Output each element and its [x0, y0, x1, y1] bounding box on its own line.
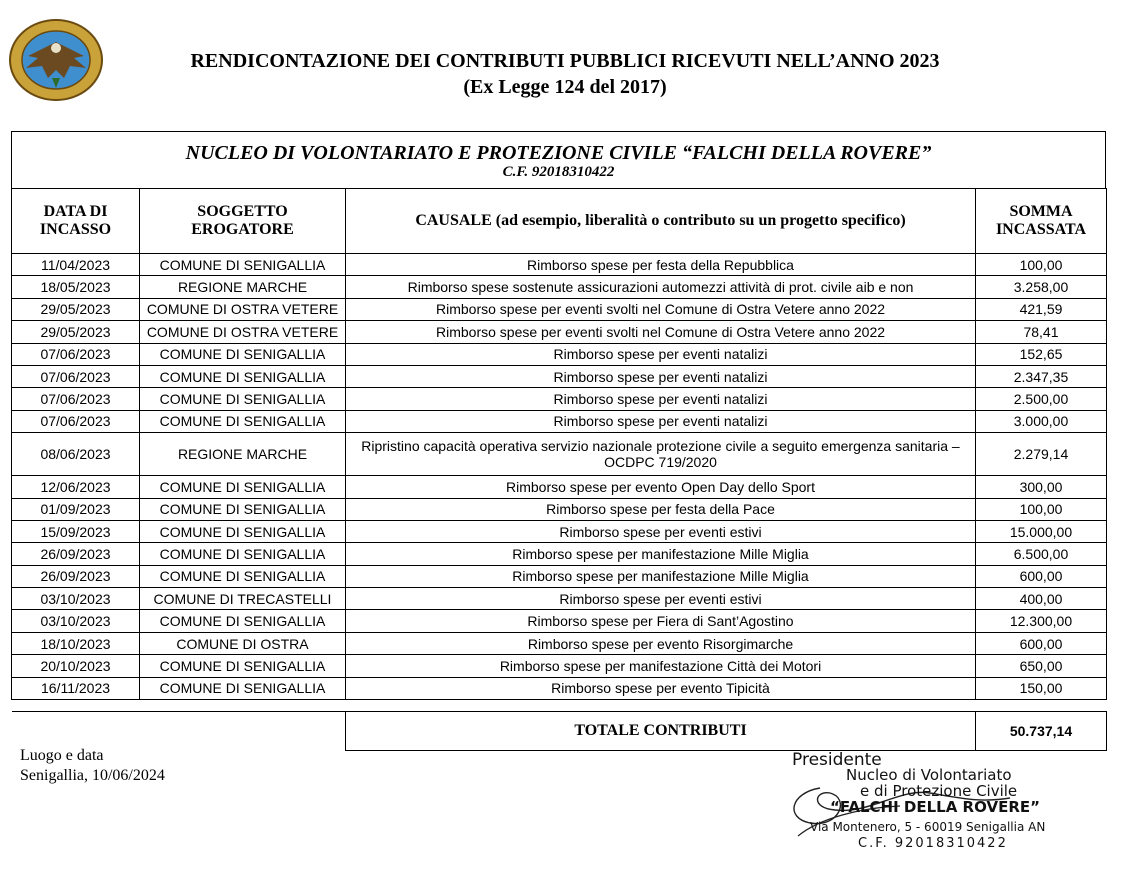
table-row	[12, 365, 1107, 387]
cell-reason: Rimborso spese per evento Risorgimarche	[346, 632, 976, 654]
cell-giver: COMUNE DI SENIGALLIA	[140, 343, 346, 365]
cell-amount: 2.347,35	[976, 365, 1107, 387]
cell-reason: Rimborso spese per eventi svolti nel Comune di Ostra Vetere anno 2022	[346, 298, 976, 320]
cell-date: 03/10/2023	[12, 610, 140, 632]
total-row	[12, 712, 1107, 751]
cell-amount: 150,00	[976, 677, 1107, 699]
cell-date: 08/06/2023	[12, 433, 140, 476]
cell-giver: COMUNE DI SENIGALLIA	[140, 410, 346, 432]
cell-reason: Rimborso spese per festa della Pace	[346, 498, 976, 520]
cell-reason: Rimborso spese per manifestazione Città dei Motori	[346, 655, 976, 677]
cell-giver: COMUNE DI OSTRA	[140, 632, 346, 654]
cell-date: 29/05/2023	[12, 298, 140, 320]
cell-date: 15/09/2023	[12, 520, 140, 542]
cell-giver: COMUNE DI OSTRA VETERE	[140, 298, 346, 320]
cell-date: 07/06/2023	[12, 365, 140, 387]
cell-giver: COMUNE DI SENIGALLIA	[140, 543, 346, 565]
signature-stamp	[780, 748, 1080, 858]
cell-date: 07/06/2023	[12, 343, 140, 365]
contributions-sheet	[11, 131, 1106, 751]
cell-date: 26/09/2023	[12, 543, 140, 565]
place-label: Luogo e data	[20, 747, 104, 764]
cell-amount: 78,41	[976, 321, 1107, 343]
cell-reason: Rimborso spese per eventi natalizi	[346, 365, 976, 387]
cell-giver: COMUNE DI SENIGALLIA	[140, 476, 346, 498]
cell-amount: 12.300,00	[976, 610, 1107, 632]
organization-name: NUCLEO DI VOLONTARIATO E PROTEZIONE CIVILE “FALCHI DELLA ROVERE”	[185, 142, 932, 164]
cell-date: 29/05/2023	[12, 321, 140, 343]
place-date	[20, 746, 165, 786]
document-title	[110, 48, 1020, 100]
table-header-row	[12, 189, 1107, 254]
header-reason: CAUSALE (ad esempio, liberalità o contributo su un progetto specifico)	[346, 189, 976, 254]
cell-date: 18/05/2023	[12, 276, 140, 298]
total-value: 50.737,14	[976, 712, 1107, 751]
cell-date: 07/06/2023	[12, 410, 140, 432]
cell-giver: COMUNE DI TRECASTELLI	[140, 588, 346, 610]
stamp-line-2: e di Protezione Civile	[860, 782, 1018, 800]
cell-reason: Rimborso spese per eventi estivi	[346, 588, 976, 610]
cell-date: 16/11/2023	[12, 677, 140, 699]
table-row	[12, 610, 1107, 632]
table-row	[12, 321, 1107, 343]
cell-giver: COMUNE DI SENIGALLIA	[140, 520, 346, 542]
cell-giver: COMUNE DI SENIGALLIA	[140, 388, 346, 410]
cell-amount: 100,00	[976, 254, 1107, 276]
cell-giver: COMUNE DI SENIGALLIA	[140, 655, 346, 677]
table-row	[12, 388, 1107, 410]
table-row	[12, 565, 1107, 587]
stamp-line-3: “FALCHI DELLA ROVERE”	[830, 798, 1040, 816]
cell-reason: Rimborso spese per festa della Repubblica	[346, 254, 976, 276]
cell-giver: COMUNE DI SENIGALLIA	[140, 365, 346, 387]
cell-amount: 600,00	[976, 632, 1107, 654]
cell-amount: 100,00	[976, 498, 1107, 520]
cell-giver: COMUNE DI OSTRA VETERE	[140, 321, 346, 343]
cell-date: 20/10/2023	[12, 655, 140, 677]
cell-reason: Rimborso spese per eventi natalizi	[346, 343, 976, 365]
table-row	[12, 254, 1107, 276]
stamp-line-1: Nucleo di Volontariato	[846, 766, 1012, 784]
header-amount: SOMMA INCASSATA	[976, 189, 1107, 254]
cell-date: 11/04/2023	[12, 254, 140, 276]
cell-reason: Rimborso spese per eventi natalizi	[346, 410, 976, 432]
spacer-row	[12, 700, 1107, 712]
cell-amount: 650,00	[976, 655, 1107, 677]
cell-reason: Rimborso spese per manifestazione Mille Miglia	[346, 543, 976, 565]
organization-box	[11, 131, 1106, 188]
cell-reason: Rimborso spese per eventi natalizi	[346, 388, 976, 410]
cell-date: 18/10/2023	[12, 632, 140, 654]
cell-reason: Rimborso spese per eventi estivi	[346, 520, 976, 542]
cell-reason: Ripristino capacità operativa servizio nazionale protezione civile a seguito emergenza sanitaria – OCDPC 719/2020	[346, 433, 976, 476]
cell-date: 12/06/2023	[12, 476, 140, 498]
cell-amount: 2.500,00	[976, 388, 1107, 410]
cell-amount: 2.279,14	[976, 433, 1107, 476]
cell-giver: COMUNE DI SENIGALLIA	[140, 610, 346, 632]
cell-amount: 3.000,00	[976, 410, 1107, 432]
cell-amount: 300,00	[976, 476, 1107, 498]
cell-amount: 421,59	[976, 298, 1107, 320]
table-row	[12, 655, 1107, 677]
organization-cf: C.F. 92018310422	[502, 164, 615, 180]
table-row	[12, 677, 1107, 699]
cell-giver: REGIONE MARCHE	[140, 433, 346, 476]
cell-date: 03/10/2023	[12, 588, 140, 610]
stamp-line-5: C.F. 92018310422	[858, 836, 1008, 851]
place-value: Senigallia, 10/06/2024	[20, 767, 165, 784]
header-giver: SOGGETTO EROGATORE	[140, 189, 346, 254]
table-row	[12, 410, 1107, 432]
cell-reason: Rimborso spese sostenute assicurazioni automezzi attività di prot. civile aib e non	[346, 276, 976, 298]
stamp-role: Presidente	[792, 750, 882, 770]
cell-reason: Rimborso spese per evento Tipicità	[346, 677, 976, 699]
falcon-emblem-icon	[8, 18, 104, 102]
table-row	[12, 498, 1107, 520]
cell-amount: 6.500,00	[976, 543, 1107, 565]
table-row	[12, 520, 1107, 542]
table-body	[12, 254, 1107, 700]
cell-amount: 600,00	[976, 565, 1107, 587]
title-line-2: (Ex Legge 124 del 2017)	[463, 76, 667, 98]
cell-amount: 15.000,00	[976, 520, 1107, 542]
cell-giver: COMUNE DI SENIGALLIA	[140, 565, 346, 587]
table-row	[12, 588, 1107, 610]
cell-amount: 152,65	[976, 343, 1107, 365]
cell-giver: REGIONE MARCHE	[140, 276, 346, 298]
cell-giver: COMUNE DI SENIGALLIA	[140, 677, 346, 699]
table-row	[12, 298, 1107, 320]
header-date: DATA DI INCASSO	[12, 189, 140, 254]
table-row	[12, 543, 1107, 565]
table-row	[12, 343, 1107, 365]
table-row	[12, 276, 1107, 298]
stamp-line-4: Via Montenero, 5 - 60019 Senigallia AN	[810, 820, 1046, 834]
cell-reason: Rimborso spese per manifestazione Mille Miglia	[346, 565, 976, 587]
cell-date: 01/09/2023	[12, 498, 140, 520]
cell-amount: 3.258,00	[976, 276, 1107, 298]
title-line-1: RENDICONTAZIONE DEI CONTRIBUTI PUBBLICI RICEVUTI NELL’ANNO 2023	[190, 50, 940, 72]
cell-reason: Rimborso spese per Fiera di Sant’Agostino	[346, 610, 976, 632]
cell-amount: 400,00	[976, 588, 1107, 610]
cell-giver: COMUNE DI SENIGALLIA	[140, 254, 346, 276]
table-row	[12, 433, 1107, 476]
total-label: TOTALE CONTRIBUTI	[346, 712, 976, 751]
table-row	[12, 632, 1107, 654]
cell-giver: COMUNE DI SENIGALLIA	[140, 498, 346, 520]
cell-reason: Rimborso spese per eventi svolti nel Comune di Ostra Vetere anno 2022	[346, 321, 976, 343]
table-row	[12, 476, 1107, 498]
cell-date: 26/09/2023	[12, 565, 140, 587]
contributions-table	[11, 188, 1107, 751]
cell-date: 07/06/2023	[12, 388, 140, 410]
cell-reason: Rimborso spese per evento Open Day dello Sport	[346, 476, 976, 498]
